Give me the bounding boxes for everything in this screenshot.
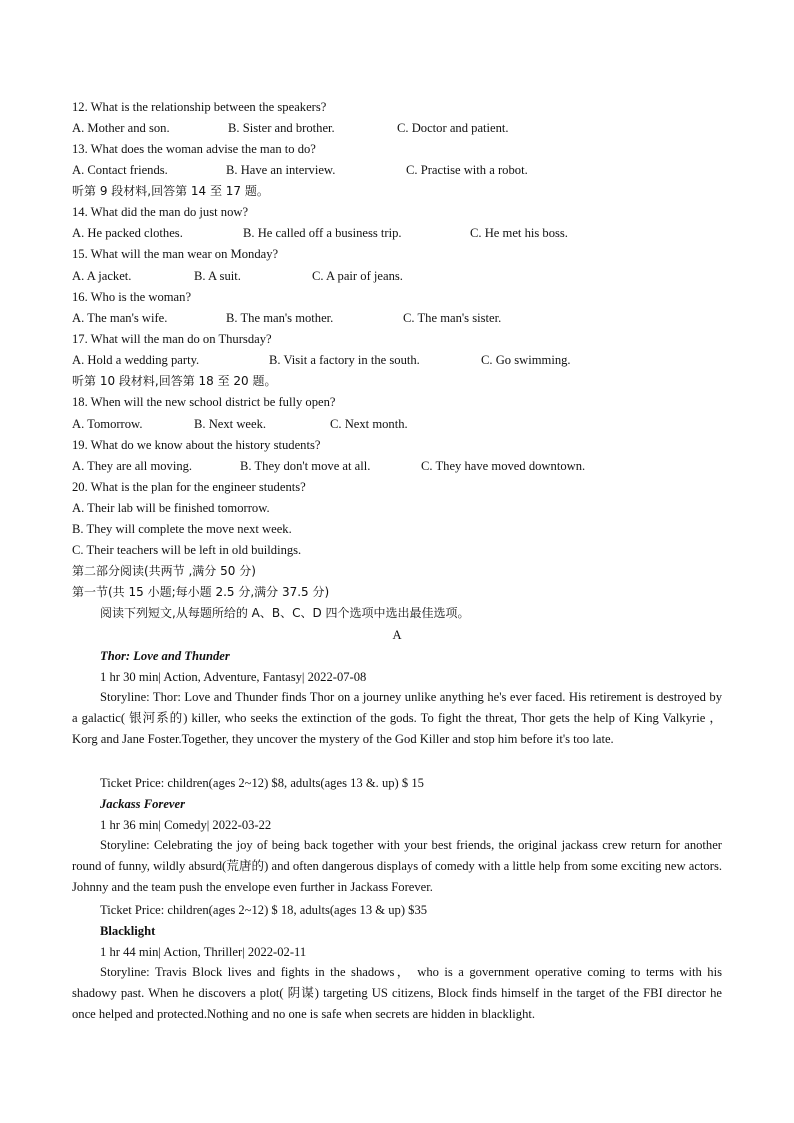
question-20-stem: 20. What is the plan for the engineer students? xyxy=(72,480,306,494)
option-a: A. Mother and son. xyxy=(72,121,170,135)
option-b: B. Sister and brother. xyxy=(228,121,335,135)
movie-storyline: Storyline: Travis Block lives and fights in the shadows， who is a government operative coming to terms with his shadowy past. When he discovers a plot( 阴谋) targeting US citizens, Block finds himself in the target of the FBI director he once helped and protected.Nothing and no one is safe when secrets are hidden in blacklight. xyxy=(72,965,722,1022)
option-c: C. Practise with a robot. xyxy=(406,163,528,177)
question-15-options xyxy=(72,268,722,284)
movie-title: Thor: Love and Thunder xyxy=(100,649,230,663)
question-14-options xyxy=(72,225,722,241)
question-17-stem: 17. What will the man do on Thursday? xyxy=(72,332,272,346)
question-13-stem: 13. What does the woman advise the man to do? xyxy=(72,142,316,156)
option-c: C. The man's sister. xyxy=(403,311,502,325)
question-16-stem: 16. Who is the woman? xyxy=(72,290,192,304)
movie-title: Jackass Forever xyxy=(100,797,185,811)
section-9-heading: 听第 9 段材料,回答第 14 至 17 题。 xyxy=(72,184,269,198)
option-b: B. He called off a business trip. xyxy=(243,226,402,240)
question-18-options xyxy=(72,416,722,432)
ticket-price: Ticket Price: children(ages 2~12) $8, adults(ages 13 &. up) $ 15 xyxy=(100,776,424,790)
question-19-stem: 19. What do we know about the history students? xyxy=(72,438,321,452)
option-b: B. A suit. xyxy=(194,269,241,283)
option-a: A. The man's wife. xyxy=(72,311,168,325)
question-17-options xyxy=(72,352,722,368)
option-a: A. Tomorrow. xyxy=(72,417,143,431)
option-a: A. A jacket. xyxy=(72,269,132,283)
part-two-heading: 第二部分阅读(共两节 ,满分 50 分) xyxy=(72,564,256,578)
option-b: B. Next week. xyxy=(194,417,267,431)
option-a: A. They are all moving. xyxy=(72,459,193,473)
movie-title: Blacklight xyxy=(100,924,156,938)
movie-meta: 1 hr 30 min| Action, Adventure, Fantasy| 2022-07-08 xyxy=(100,670,367,684)
ticket-price: Ticket Price: children(ages 2~12) $ 18, adults(ages 13 & up) $35 xyxy=(100,903,428,917)
option-b: B. They don't move at all. xyxy=(240,459,371,473)
option-c: C. Doctor and patient. xyxy=(397,121,509,135)
option-c: C. Next month. xyxy=(330,417,408,431)
option-b: B. They will complete the move next week. xyxy=(72,522,292,536)
option-a: A. Their lab will be finished tomorrow. xyxy=(72,501,270,515)
question-12-stem: 12. What is the relationship between the speakers? xyxy=(72,100,327,114)
movie-meta: 1 hr 36 min| Comedy| 2022-03-22 xyxy=(100,818,272,832)
question-12-options xyxy=(72,120,722,136)
option-c: C. He met his boss. xyxy=(470,226,568,240)
option-c: C. Their teachers will be left in old buildings. xyxy=(72,543,302,557)
question-15-stem: 15. What will the man wear on Monday? xyxy=(72,247,279,261)
movie-meta: 1 hr 44 min| Action, Thriller| 2022-02-11 xyxy=(100,945,307,959)
option-a: A. Hold a wedding party. xyxy=(72,353,200,367)
option-a: A. He packed clothes. xyxy=(72,226,183,240)
option-b: B. Visit a factory in the south. xyxy=(269,353,420,367)
movie-storyline: Storyline: Thor: Love and Thunder finds Thor on a journey unlike anything he's ever faced. His retirement is destroyed by a galactic( 银河系的) killer, who seeks the extinction of the gods. To fight the threat, Thor gets the help of King Valkyrie ，Korg and Jane Foster.Together, they uncover the mystery of the God Killer and stop him before it's too late. xyxy=(72,690,722,747)
movie-storyline: Storyline: Celebrating the joy of being back together with your best friends, the original jackass crew return for another round of funny, wildly absurd(荒唐的) and often dangerous displays of comedy with a little help from some exciting new actors. Johnny and the team push the envelope even further in Jackass Forever. xyxy=(72,838,722,895)
option-b: B. The man's mother. xyxy=(226,311,334,325)
option-b: B. Have an interview. xyxy=(226,163,336,177)
question-16-options xyxy=(72,310,722,326)
option-a: A. Contact friends. xyxy=(72,163,168,177)
option-c: C. A pair of jeans. xyxy=(312,269,403,283)
question-19-options xyxy=(72,458,722,474)
section-one-heading: 第一节(共 15 小题;每小题 2.5 分,满分 37.5 分) xyxy=(72,585,330,599)
question-18-stem: 18. When will the new school district be fully open? xyxy=(72,395,336,409)
option-c: C. Go swimming. xyxy=(481,353,571,367)
reading-instruction: 阅读下列短文,从每题所给的 A、B、C、D 四个选项中选出最佳选项。 xyxy=(100,606,470,620)
section-10-heading: 听第 10 段材料,回答第 18 至 20 题。 xyxy=(72,374,277,388)
question-13-options xyxy=(72,162,722,178)
passage-label: A xyxy=(392,628,402,642)
question-14-stem: 14. What did the man do just now? xyxy=(72,205,249,219)
option-c: C. They have moved downtown. xyxy=(421,459,586,473)
